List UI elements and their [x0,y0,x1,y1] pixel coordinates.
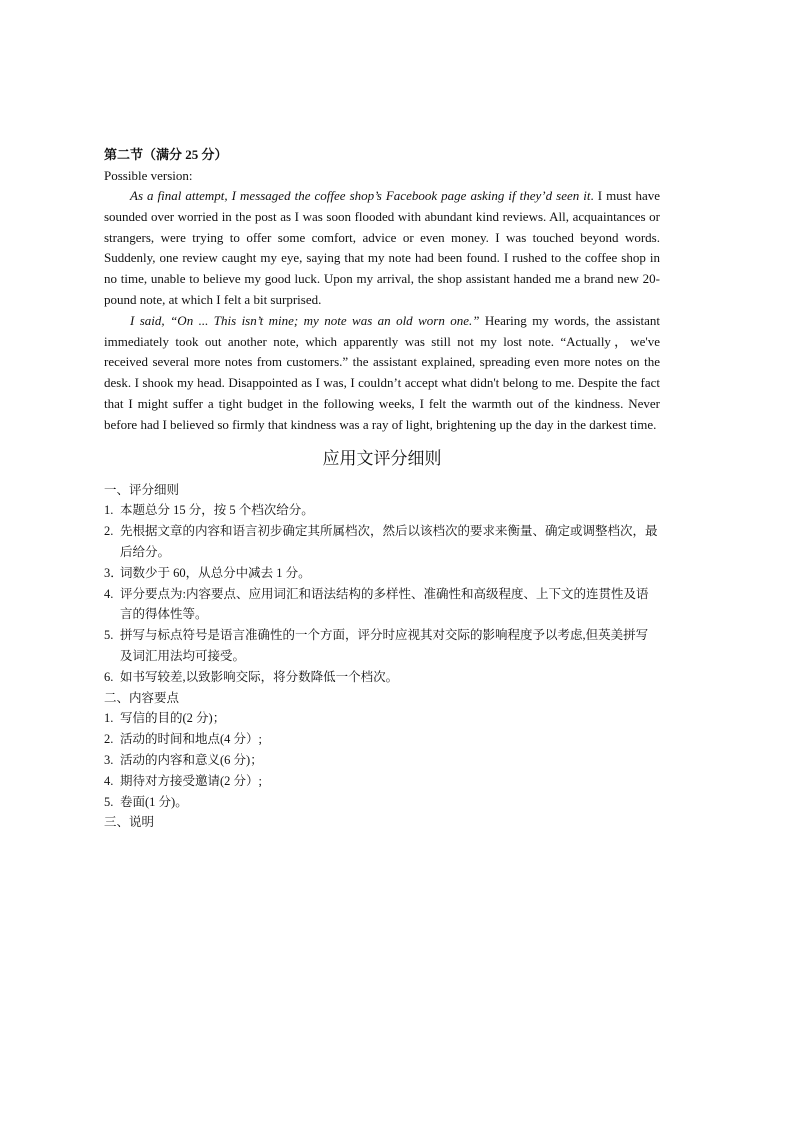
rubric-part2-heading: 二、内容要点 [104,690,180,705]
item-text: 期待对方接受邀请(2 分）; [120,773,263,788]
item-number: 5. [104,628,114,643]
list-item [104,667,660,688]
item-number: 6. [104,669,114,684]
item-number: 1. [104,503,114,518]
item-number: 3． [104,565,123,580]
rubric-body [104,480,660,834]
paragraph-2-opening: I said, “On ... This isn’t mine; my note was an old worn one.” [130,312,480,328]
item-number: 4. [104,773,114,788]
item-number: 3. [104,752,114,767]
item-text: 先根据文章的内容和语言初步确定其所属档次，然后以该档次的要求来衡量、确定或调整档次，最后给分。 [120,524,658,559]
document-content [104,144,660,833]
item-number: 4. [104,586,114,601]
list-item [104,521,660,563]
essay-paragraph-2 [104,311,660,436]
list-item [104,584,660,626]
item-text: 写信的目的(2 分)； [120,711,226,726]
list-item [104,708,660,729]
item-number: 2. [104,732,114,747]
item-text: 本题总分 15 分，按 5 个档次给分。 [120,503,314,518]
rubric-part1-list [104,500,660,687]
rubric-title: 应用文评分细则 [322,448,442,469]
rubric-part1-heading: 一、评分细则 [104,482,180,497]
rubric-part3-heading: 三、说明 [104,815,155,830]
item-text: 拼写与标点符号是语言准确性的一个方面，评分时应视其对交际的影响程度予以考虑,但英美拼写及词汇用法均可接受。 [120,628,649,663]
list-item [104,729,660,750]
rubric-part2-list [104,708,660,812]
item-text: 如书写较差,以致影响交际，将分数降低一个档次。 [120,669,399,684]
paragraph-1-body: . I must have sounded over worried in the post as I was soon flooded with abundant kind reviews. All, acquaintances or strangers, were trying to offer some comfort, advice or even money. I was touched beyond words. Suddenly, one review caught my eye, saying that my note had been found. I rushed to the coffee shop in no time, unable to believe my good luck. Upon my arrival, the shop assistant handed me a brand new 20-pound note, at which I felt a bit surprised. [104,188,660,307]
list-item [104,792,660,813]
list-item [104,563,660,584]
possible-version-label: Possible version: [104,168,193,183]
list-item [104,625,660,667]
item-text: 活动的时间和地点(4 分）; [120,732,263,747]
section-heading: 第二节（满分 25 分） [104,147,228,162]
item-text: 词数少于 60，从总分中减去 1 分。 [120,565,311,580]
item-number: 1. [104,711,114,726]
list-item [104,750,660,771]
item-number: 5. [104,794,114,809]
item-text: 评分要点为:内容要点、应用词汇和语法结构的多样性、准确性和高级程度、上下文的连贯性及语言的得体性等。 [120,586,649,622]
list-item [104,500,660,521]
paragraph-1-opening: As a final attempt, I messaged the coffee shop’s Facebook page asking if they’d seen it [130,188,591,203]
essay-paragraph-1 [104,186,660,311]
item-text: 卷面(1 分)。 [120,794,188,809]
paragraph-2-body: Hearing my words, the assistant immediately took out another note, which apparently was still not my lost note. “Actually，we've received several more notes from customers.” the assistant explained, spreading even more notes on the desk. I shook my head. Disappointed as I was, I couldn’t accept what didn't belong to me. Despite the fact that I might suffer a tight budget in the following weeks, I felt the warmth out of the kindness. Never before had I believed so firmly that kindness was a ray of light, brightening up the day in the darkest time. [104,312,660,432]
item-text: 活动的内容和意义(6 分)； [120,752,263,767]
list-item [104,771,660,792]
item-number: 2. [104,524,114,539]
